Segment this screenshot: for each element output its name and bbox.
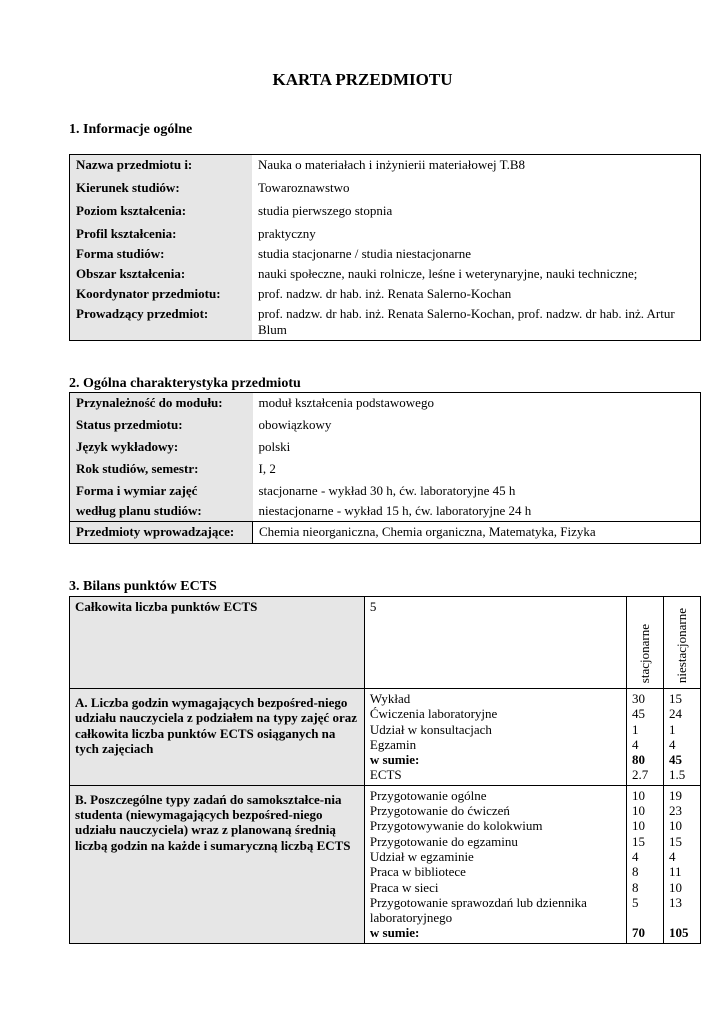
hours-niestacjonarne: 45 (668, 752, 682, 768)
col-stac-label: stacjonarne (637, 623, 653, 683)
ects-total-row (70, 597, 701, 689)
info-row (70, 284, 701, 304)
intro-subjects-label: Przedmioty wprowadzające: (70, 521, 253, 543)
info-value: studia pierwszego stopnia (252, 201, 701, 224)
characteristic-label: Rok studiów, semestr: (70, 459, 253, 481)
info-label: Koordynator przedmiotu: (70, 284, 253, 304)
ects-total-label: Całkowita liczba punktów ECTS (70, 597, 365, 689)
characteristic-value: obowiązkowy (253, 415, 701, 437)
col-niestac-label: niestacjonarne (674, 607, 690, 683)
hours-stacjonarne: 15 (631, 833, 645, 849)
info-label: Poziom kształcenia: (70, 201, 253, 224)
hours-stacjonarne: 5 (631, 894, 639, 910)
hours-niestacjonarne: 4 (668, 848, 676, 864)
hours-niestacjonarne: 24 (668, 706, 682, 722)
ects-group-a-row (70, 689, 701, 786)
activity-name: w sumie: (369, 752, 420, 768)
hours-niestacjonarne: 13 (668, 894, 682, 910)
hours-niestacjonarne: 1.5 (668, 767, 686, 783)
ects-table (69, 596, 701, 944)
info-label: Obszar kształcenia: (70, 264, 253, 284)
hours-niestacjonarne: 10 (668, 818, 682, 834)
info-row (70, 155, 701, 178)
characteristic-value: stacjonarne - wykład 30 h, ćw. laboratoryjne 45 h (253, 481, 701, 501)
hours-stacjonarne: 4 (631, 848, 639, 864)
activity-name: Przygotowanie do egzaminu (369, 833, 518, 849)
activity-name: Przygotowanie ogólne (369, 787, 487, 803)
info-value: praktyczny (252, 224, 701, 244)
hours-stacjonarne: 1 (631, 721, 639, 737)
section-1-heading: 1. Informacje ogólne (69, 122, 193, 137)
ects-group-b-row (70, 785, 701, 943)
activity-name: Przygotowanie sprawozdań lub dziennika laboratoryjnego (369, 894, 587, 926)
info-label: Nazwa przedmiotu i: (70, 155, 253, 178)
hours-stacjonarne: 2.7 (631, 767, 649, 783)
info-value: prof. nadzw. dr hab. inż. Renata Salerno-Kochan, prof. nadzw. dr hab. inż. Artur Blum (252, 304, 701, 341)
group-b-names (364, 785, 626, 943)
activity-name: Praca w bibliotece (369, 864, 466, 880)
hours-niestacjonarne: 11 (668, 864, 682, 880)
characteristic-value: moduł kształcenia podstawowego (253, 393, 701, 415)
group-a-stac (626, 689, 663, 786)
activity-name: Ćwiczenia laboratoryjne (369, 706, 498, 722)
activity-name: Przygotowanie do ćwiczeń (369, 803, 510, 819)
activity-name: w sumie: (369, 925, 420, 941)
hours-stacjonarne: 4 (631, 736, 639, 752)
hours-stacjonarne: 80 (631, 752, 645, 768)
hours-stacjonarne: 8 (631, 864, 639, 880)
hours-niestacjonarne: 23 (668, 803, 682, 819)
intro-subjects-value: Chemia nieorganiczna, Chemia organiczna, Matematyka, Fizyka (253, 521, 701, 543)
info-row (70, 178, 701, 201)
hours-stacjonarne: 10 (631, 803, 645, 819)
characteristic-value: polski (253, 437, 701, 459)
info-value: nauki społeczne, nauki rolnicze, leśne i weterynaryjne, nauki techniczne; (252, 264, 701, 284)
group-a-label: A. Liczba godzin wymagających bezpośred-niego udziału nauczyciela z podziałem na typy zajęć oraz całkowita liczba punktów ECTS osiąganych na tych zajęciach (70, 689, 365, 786)
hours-niestacjonarne: 15 (668, 833, 682, 849)
hours-niestacjonarne: 19 (668, 787, 682, 803)
characteristic-label: Język wykładowy: (70, 437, 253, 459)
ects-total-value: 5 (364, 597, 626, 689)
col-header-stacjonarne (626, 597, 663, 689)
info-value: Nauka o materiałach i inżynierii materiałowej T.B8 (252, 155, 701, 178)
hours-niestacjonarne: 1 (668, 721, 676, 737)
info-value: Towaroznawstwo (252, 178, 701, 201)
info-row (70, 264, 701, 284)
info-row (70, 201, 701, 224)
intro-subjects-row (70, 521, 701, 543)
activity-name: Praca w sieci (369, 879, 439, 895)
characteristics-table (69, 392, 701, 544)
info-label: Kierunek studiów: (70, 178, 253, 201)
hours-niestacjonarne: 10 (668, 879, 682, 895)
hours-stacjonarne: 8 (631, 879, 639, 895)
section-2-heading: 2. Ogólna charakterystyka przedmiotu (69, 376, 301, 391)
group-b-niestac (663, 785, 700, 943)
activity-name: Udział w egzaminie (369, 848, 474, 864)
characteristic-value: niestacjonarne - wykład 15 h, ćw. laboratoryjne 24 h (253, 501, 701, 522)
characteristic-row (70, 481, 701, 501)
info-row (70, 304, 701, 341)
group-a-names (364, 689, 626, 786)
info-label: Prowadzący przedmiot: (70, 304, 253, 341)
activity-name: Udział w konsultacjach (369, 721, 492, 737)
activity-name: Egzamin (369, 736, 417, 752)
info-label: Profil kształcenia: (70, 224, 253, 244)
hours-stacjonarne: 30 (631, 691, 645, 706)
characteristic-label: Forma i wymiar zajęć (70, 481, 253, 501)
hours-niestacjonarne: 105 (668, 925, 689, 941)
info-row (70, 244, 701, 264)
characteristic-label: Status przedmiotu: (70, 415, 253, 437)
group-b-label: B. Poszczególne typy zadań do samokształce-nia studenta (niewymagających bezpośred-niego udziału nauczyciela) wraz z planowaną średnią liczbą godzin na każde i sumaryczną liczbą ECTS (70, 785, 365, 943)
hours-stacjonarne: 45 (631, 706, 645, 722)
info-value: studia stacjonarne / studia niestacjonarne (252, 244, 701, 264)
hours-stacjonarne: 10 (631, 787, 645, 803)
characteristic-value: I, 2 (253, 459, 701, 481)
hours-stacjonarne: 10 (631, 818, 645, 834)
hours-niestacjonarne: 4 (668, 736, 676, 752)
info-label: Forma studiów: (70, 244, 253, 264)
characteristic-label: według planu studiów: (70, 501, 253, 522)
activity-name: Przygotowywanie do kolokwium (369, 818, 543, 834)
hours-stacjonarne: 70 (631, 925, 645, 941)
general-info-table (69, 154, 701, 341)
group-b-stac (626, 785, 663, 943)
activity-name: ECTS (369, 767, 402, 783)
group-a-niestac (663, 689, 700, 786)
section-3-heading: 3. Bilans punktów ECTS (69, 579, 217, 594)
activity-name: Wykład (369, 691, 411, 706)
col-header-niestacjonarne (663, 597, 700, 689)
characteristic-label: Przynależność do modułu: (70, 393, 253, 415)
characteristic-row (70, 501, 701, 522)
characteristic-row (70, 437, 701, 459)
characteristic-row (70, 393, 701, 415)
hours-niestacjonarne: 15 (668, 691, 682, 706)
characteristic-row (70, 459, 701, 481)
info-row (70, 224, 701, 244)
characteristic-row (70, 415, 701, 437)
info-value: prof. nadzw. dr hab. inż. Renata Salerno-Kochan (252, 284, 701, 304)
page-title: KARTA PRZEDMIOTU (272, 70, 453, 89)
